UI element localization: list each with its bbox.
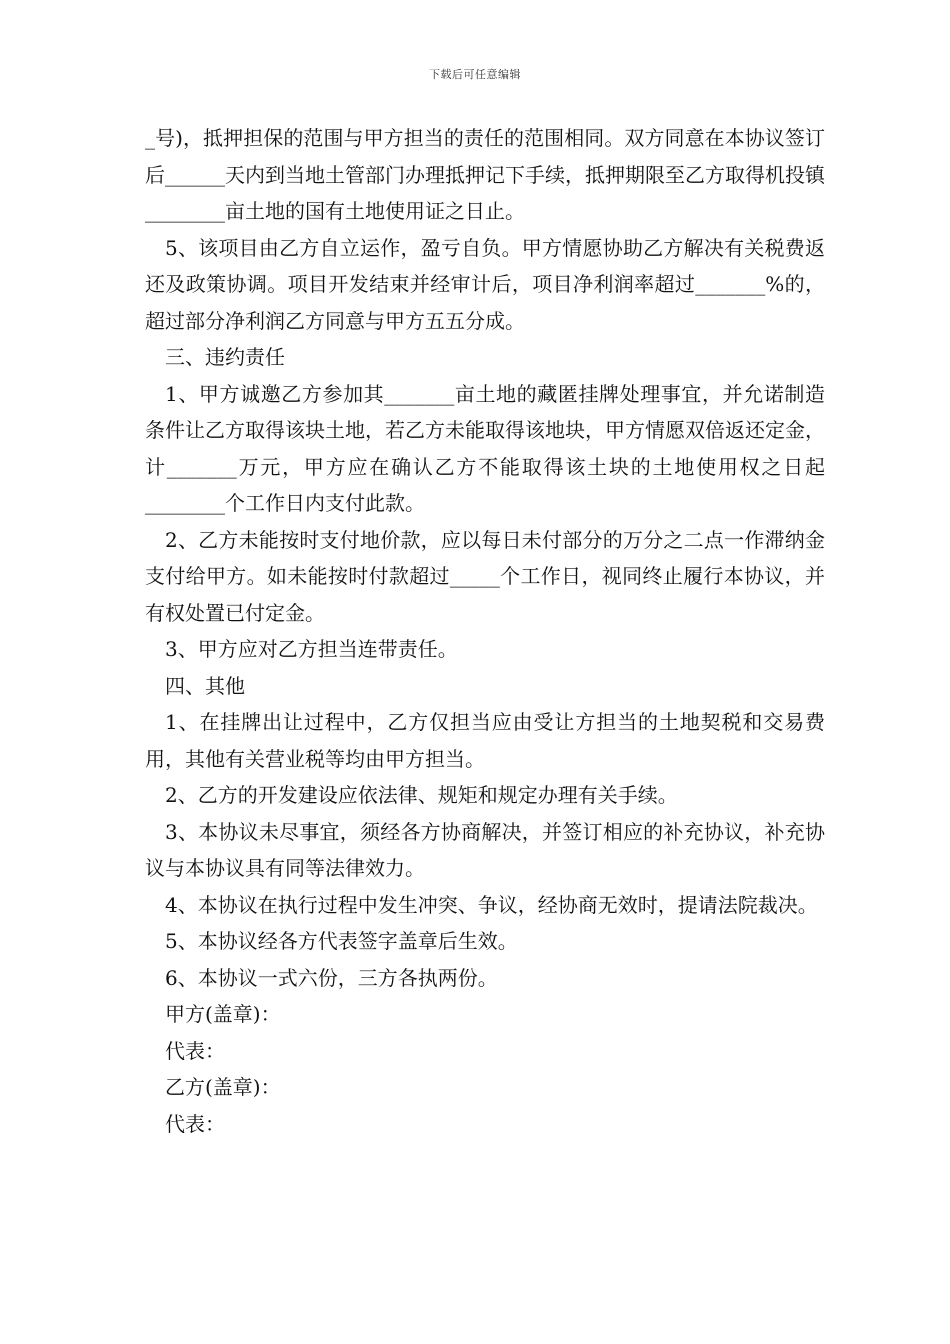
- paragraph-other-3: 3、本协议未尽事宜，须经各方协商解决，并签订相应的补充协议，补充协议与本协议具有同等法律效力。: [145, 819, 825, 880]
- signature-party-a-representative: 代表：: [165, 1038, 225, 1063]
- section-heading-breach: 三、违约责任: [165, 345, 285, 369]
- paragraph-other-5: 5、本协议经各方代表签字盖章后生效。: [165, 929, 518, 953]
- document-body: [145, 120, 825, 1142]
- paragraph-mortgage-scope: _号)，抵押担保的范围与甲方担当的责任的范围相同。双方同意在本协议签订后______天内到当地土管部门办理抵押记下手续，抵押期限至乙方取得机投镇________亩土地的国有土地使用证之日止。: [145, 126, 825, 223]
- paragraph-other-4: 4、本协议在执行过程中发生冲突、争议，经协商无效时，提请法院裁决。: [165, 892, 818, 917]
- paragraph-breach-1: 1、甲方诚邀乙方参加其_______亩土地的藏匿挂牌处理事宜，并允诺制造条件让乙方取得该块土地，若乙方未能取得该地块，甲方情愿双倍返还定金，计_______万元，甲方应在确认乙方不能取得该土块的土地使用权之日起________个工作日内支付此款。: [145, 381, 825, 515]
- paragraph-other-1: 1、在挂牌出让过程中，乙方仅担当应由受让方担当的土地契税和交易费用，其他有关营业税等均由甲方担当。: [145, 710, 825, 771]
- paragraph-other-6: 6、本协议一式六份，三方各执两份。: [165, 965, 498, 990]
- paragraph-other-2: 2、乙方的开发建设应依法律、规矩和规定办理有关手续。: [165, 783, 678, 807]
- signature-party-a: 甲方(盖章)：: [165, 1002, 281, 1026]
- section-heading-other: 四、其他: [165, 673, 245, 698]
- paragraph-breach-2: 2、乙方未能按时支付地价款，应以每日未付部分的万分之二点一作滞纳金支付给甲方。如未能按时付款超过_____个工作日，视同终止履行本协议，并有权处置已付定金。: [145, 527, 825, 625]
- paragraph-breach-3: 3、甲方应对乙方担当连带责任。: [165, 637, 458, 661]
- signature-party-b: 乙方(盖章)：: [165, 1075, 281, 1099]
- paragraph-clause-2-5: 5、该项目由乙方自立运作，盈亏自负。甲方情愿协助乙方解决有关税费返还及政策协调。项目开发结束并经审计后，项目净利润率超过_______%的，超过部分净利润乙方同意与甲方五五分成。: [145, 235, 825, 333]
- page-header: 下载后可任意编辑: [429, 68, 521, 81]
- signature-party-b-representative: 代表：: [165, 1111, 225, 1136]
